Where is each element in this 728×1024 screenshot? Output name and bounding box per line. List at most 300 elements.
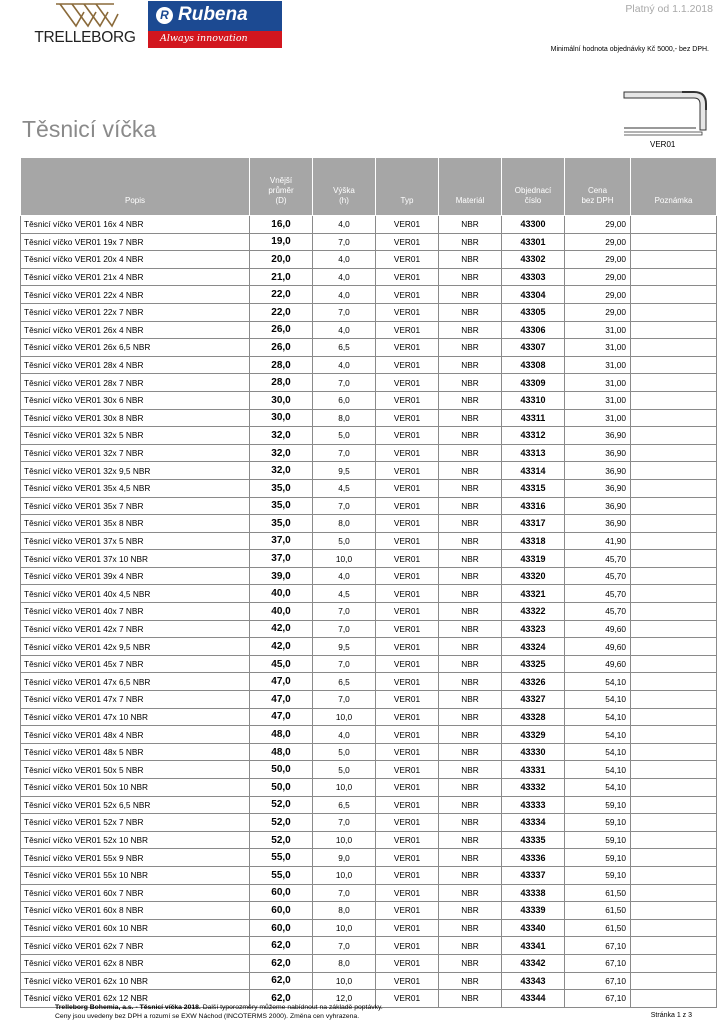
cell-vyska: 4,0 <box>313 216 376 234</box>
cell-popis: Těsnicí víčko VER01 35x 7 NBR <box>21 497 250 515</box>
table-row <box>21 216 717 234</box>
cell-poznamka <box>631 462 717 480</box>
cell-vyska: 8,0 <box>313 902 376 920</box>
cell-prumer: 50,0 <box>250 761 313 779</box>
cell-popis: Těsnicí víčko VER01 62x 12 NBR <box>21 990 250 1008</box>
cell-material: NBR <box>439 356 502 374</box>
cell-popis: Těsnicí víčko VER01 20x 4 NBR <box>21 251 250 269</box>
cell-cena: 54,10 <box>565 726 631 744</box>
cell-cena: 36,90 <box>565 444 631 462</box>
cell-cislo: 43310 <box>502 391 565 409</box>
table-row <box>21 303 717 321</box>
table-row <box>21 743 717 761</box>
cell-poznamka <box>631 251 717 269</box>
rubena-logo <box>148 1 282 48</box>
table-row <box>21 761 717 779</box>
cell-popis: Těsnicí víčko VER01 47x 7 NBR <box>21 691 250 709</box>
cell-prumer: 50,0 <box>250 779 313 797</box>
cell-material: NBR <box>439 585 502 603</box>
cell-material: NBR <box>439 216 502 234</box>
cell-vyska: 7,0 <box>313 603 376 621</box>
cell-poznamka <box>631 567 717 585</box>
cell-prumer: 48,0 <box>250 726 313 744</box>
cell-poznamka <box>631 743 717 761</box>
cell-cislo: 43303 <box>502 268 565 286</box>
rubena-r-icon: R <box>156 7 173 24</box>
cell-prumer: 32,0 <box>250 444 313 462</box>
cell-cislo: 43312 <box>502 427 565 445</box>
table-row <box>21 567 717 585</box>
cell-vyska: 4,0 <box>313 726 376 744</box>
cell-prumer: 60,0 <box>250 919 313 937</box>
cell-cislo: 43319 <box>502 550 565 568</box>
cell-cislo: 43309 <box>502 374 565 392</box>
cell-cena: 67,10 <box>565 954 631 972</box>
cell-typ: VER01 <box>376 216 439 234</box>
cell-popis: Těsnicí víčko VER01 32x 9,5 NBR <box>21 462 250 480</box>
cell-cena: 31,00 <box>565 391 631 409</box>
cell-cena: 54,10 <box>565 691 631 709</box>
cell-prumer: 16,0 <box>250 216 313 234</box>
cell-prumer: 30,0 <box>250 391 313 409</box>
cell-popis: Těsnicí víčko VER01 32x 7 NBR <box>21 444 250 462</box>
cell-material: NBR <box>439 884 502 902</box>
cell-prumer: 47,0 <box>250 673 313 691</box>
cell-cislo: 43342 <box>502 954 565 972</box>
cell-cena: 61,50 <box>565 902 631 920</box>
cell-prumer: 28,0 <box>250 356 313 374</box>
cell-cena: 36,90 <box>565 479 631 497</box>
cell-poznamka <box>631 603 717 621</box>
table-row <box>21 937 717 955</box>
cell-material: NBR <box>439 708 502 726</box>
table-row <box>21 691 717 709</box>
cell-cena: 59,10 <box>565 849 631 867</box>
cell-vyska: 10,0 <box>313 708 376 726</box>
cell-popis: Těsnicí víčko VER01 42x 7 NBR <box>21 620 250 638</box>
cell-typ: VER01 <box>376 866 439 884</box>
cell-poznamka <box>631 321 717 339</box>
cell-cislo: 43325 <box>502 655 565 673</box>
cell-typ: VER01 <box>376 515 439 533</box>
price-table <box>20 157 717 1008</box>
table-row <box>21 479 717 497</box>
cell-cislo: 43330 <box>502 743 565 761</box>
cell-prumer: 47,0 <box>250 708 313 726</box>
valid-from: Platný od 1.1.2018 <box>625 3 713 15</box>
cell-cena: 29,00 <box>565 216 631 234</box>
cell-cislo: 43324 <box>502 638 565 656</box>
cell-cena: 29,00 <box>565 233 631 251</box>
cell-cislo: 43328 <box>502 708 565 726</box>
cell-poznamka <box>631 849 717 867</box>
cell-vyska: 5,0 <box>313 743 376 761</box>
cell-material: NBR <box>439 954 502 972</box>
cell-cena: 61,50 <box>565 919 631 937</box>
cell-prumer: 19,0 <box>250 233 313 251</box>
cell-typ: VER01 <box>376 990 439 1008</box>
cell-prumer: 55,0 <box>250 849 313 867</box>
cell-prumer: 21,0 <box>250 268 313 286</box>
cell-popis: Těsnicí víčko VER01 55x 9 NBR <box>21 849 250 867</box>
cell-cislo: 43311 <box>502 409 565 427</box>
cell-typ: VER01 <box>376 673 439 691</box>
cell-cislo: 43334 <box>502 814 565 832</box>
cell-typ: VER01 <box>376 954 439 972</box>
cell-vyska: 10,0 <box>313 831 376 849</box>
cell-poznamka <box>631 585 717 603</box>
table-row <box>21 814 717 832</box>
cell-cena: 36,90 <box>565 497 631 515</box>
cell-prumer: 20,0 <box>250 251 313 269</box>
cell-prumer: 37,0 <box>250 532 313 550</box>
cell-material: NBR <box>439 567 502 585</box>
cell-cena: 67,10 <box>565 972 631 990</box>
cell-cena: 31,00 <box>565 339 631 357</box>
cell-material: NBR <box>439 972 502 990</box>
cell-cena: 45,70 <box>565 585 631 603</box>
cell-typ: VER01 <box>376 479 439 497</box>
header-poznamka: Poznámka <box>631 158 717 216</box>
cell-material: NBR <box>439 427 502 445</box>
cell-poznamka <box>631 497 717 515</box>
cell-vyska: 10,0 <box>313 972 376 990</box>
cell-prumer: 52,0 <box>250 831 313 849</box>
cell-cena: 36,90 <box>565 427 631 445</box>
cell-typ: VER01 <box>376 497 439 515</box>
cell-cena: 31,00 <box>565 321 631 339</box>
cell-cislo: 43320 <box>502 567 565 585</box>
cell-cislo: 43318 <box>502 532 565 550</box>
cell-material: NBR <box>439 409 502 427</box>
table-row <box>21 409 717 427</box>
cell-material: NBR <box>439 374 502 392</box>
cell-vyska: 8,0 <box>313 409 376 427</box>
cell-popis: Těsnicí víčko VER01 47x 6,5 NBR <box>21 673 250 691</box>
cell-poznamka <box>631 532 717 550</box>
cell-material: NBR <box>439 268 502 286</box>
cell-poznamka <box>631 374 717 392</box>
cell-typ: VER01 <box>376 303 439 321</box>
cell-cena: 49,60 <box>565 655 631 673</box>
cell-poznamka <box>631 708 717 726</box>
table-row <box>21 321 717 339</box>
cell-cislo: 43336 <box>502 849 565 867</box>
table-row <box>21 655 717 673</box>
cell-material: NBR <box>439 990 502 1008</box>
cell-typ: VER01 <box>376 691 439 709</box>
table-row <box>21 585 717 603</box>
cell-typ: VER01 <box>376 937 439 955</box>
cell-poznamka <box>631 339 717 357</box>
cell-poznamka <box>631 937 717 955</box>
cell-cislo: 43305 <box>502 303 565 321</box>
cell-cislo: 43329 <box>502 726 565 744</box>
cell-poznamka <box>631 303 717 321</box>
cell-material: NBR <box>439 726 502 744</box>
cell-typ: VER01 <box>376 831 439 849</box>
cell-poznamka <box>631 216 717 234</box>
cell-prumer: 40,0 <box>250 585 313 603</box>
cell-vyska: 7,0 <box>313 233 376 251</box>
cell-popis: Těsnicí víčko VER01 50x 5 NBR <box>21 761 250 779</box>
cell-material: NBR <box>439 849 502 867</box>
cell-vyska: 4,0 <box>313 321 376 339</box>
cell-poznamka <box>631 902 717 920</box>
cell-cislo: 43340 <box>502 919 565 937</box>
cell-popis: Těsnicí víčko VER01 60x 10 NBR <box>21 919 250 937</box>
cell-cena: 59,10 <box>565 814 631 832</box>
cell-cena: 31,00 <box>565 356 631 374</box>
table-row <box>21 550 717 568</box>
cell-typ: VER01 <box>376 550 439 568</box>
cell-cislo: 43341 <box>502 937 565 955</box>
cell-cislo: 43322 <box>502 603 565 621</box>
cell-poznamka <box>631 779 717 797</box>
table-row <box>21 796 717 814</box>
cell-prumer: 26,0 <box>250 339 313 357</box>
rubena-wordmark: Rubena <box>178 4 248 25</box>
cell-vyska: 5,0 <box>313 532 376 550</box>
cell-typ: VER01 <box>376 462 439 480</box>
cell-vyska: 4,5 <box>313 585 376 603</box>
cell-popis: Těsnicí víčko VER01 52x 10 NBR <box>21 831 250 849</box>
cell-cislo: 43302 <box>502 251 565 269</box>
footer-line1: Další typorozměry můžeme nabídnout na základě poptávky. <box>200 1004 383 1011</box>
cell-typ: VER01 <box>376 726 439 744</box>
table-row <box>21 356 717 374</box>
cell-typ: VER01 <box>376 603 439 621</box>
cell-material: NBR <box>439 515 502 533</box>
cell-cena: 41,90 <box>565 532 631 550</box>
cell-prumer: 47,0 <box>250 691 313 709</box>
cell-popis: Těsnicí víčko VER01 28x 7 NBR <box>21 374 250 392</box>
cell-popis: Těsnicí víčko VER01 21x 4 NBR <box>21 268 250 286</box>
cell-typ: VER01 <box>376 585 439 603</box>
cell-typ: VER01 <box>376 972 439 990</box>
cell-poznamka <box>631 620 717 638</box>
cell-typ: VER01 <box>376 251 439 269</box>
table-row <box>21 515 717 533</box>
trelleborg-logo <box>26 2 144 48</box>
cell-cena: 29,00 <box>565 286 631 304</box>
cell-typ: VER01 <box>376 743 439 761</box>
cell-cislo: 43332 <box>502 779 565 797</box>
cell-cena: 54,10 <box>565 779 631 797</box>
cell-vyska: 7,0 <box>313 655 376 673</box>
cell-material: NBR <box>439 233 502 251</box>
cell-popis: Těsnicí víčko VER01 30x 6 NBR <box>21 391 250 409</box>
cell-typ: VER01 <box>376 444 439 462</box>
cell-poznamka <box>631 726 717 744</box>
cell-prumer: 35,0 <box>250 497 313 515</box>
cell-material: NBR <box>439 251 502 269</box>
cell-prumer: 22,0 <box>250 303 313 321</box>
cell-cena: 36,90 <box>565 462 631 480</box>
cell-typ: VER01 <box>376 761 439 779</box>
cell-material: NBR <box>439 814 502 832</box>
cell-popis: Těsnicí víčko VER01 60x 8 NBR <box>21 902 250 920</box>
cell-typ: VER01 <box>376 620 439 638</box>
table-row <box>21 849 717 867</box>
cell-cena: 31,00 <box>565 409 631 427</box>
cell-prumer: 35,0 <box>250 479 313 497</box>
cell-cena: 54,10 <box>565 761 631 779</box>
cell-popis: Těsnicí víčko VER01 39x 4 NBR <box>21 567 250 585</box>
cell-material: NBR <box>439 743 502 761</box>
cell-popis: Těsnicí víčko VER01 32x 5 NBR <box>21 427 250 445</box>
cell-popis: Těsnicí víčko VER01 37x 5 NBR <box>21 532 250 550</box>
cell-prumer: 60,0 <box>250 884 313 902</box>
cell-material: NBR <box>439 550 502 568</box>
cell-cena: 31,00 <box>565 374 631 392</box>
cell-popis: Těsnicí víčko VER01 30x 8 NBR <box>21 409 250 427</box>
table-row <box>21 866 717 884</box>
cell-cislo: 43304 <box>502 286 565 304</box>
cell-vyska: 8,0 <box>313 954 376 972</box>
table-row <box>21 391 717 409</box>
cell-cena: 29,00 <box>565 268 631 286</box>
cell-cena: 54,10 <box>565 673 631 691</box>
cell-cena: 67,10 <box>565 937 631 955</box>
cell-cena: 54,10 <box>565 743 631 761</box>
cell-material: NBR <box>439 866 502 884</box>
cell-material: NBR <box>439 497 502 515</box>
cell-prumer: 35,0 <box>250 515 313 533</box>
table-row <box>21 268 717 286</box>
cell-cislo: 43343 <box>502 972 565 990</box>
table-row <box>21 532 717 550</box>
cell-material: NBR <box>439 919 502 937</box>
cell-typ: VER01 <box>376 708 439 726</box>
cell-material: NBR <box>439 691 502 709</box>
cell-material: NBR <box>439 673 502 691</box>
diagram-label: VER01 <box>650 140 676 149</box>
cell-prumer: 62,0 <box>250 954 313 972</box>
cell-material: NBR <box>439 638 502 656</box>
cell-cislo: 43317 <box>502 515 565 533</box>
cell-vyska: 9,0 <box>313 849 376 867</box>
cell-prumer: 62,0 <box>250 972 313 990</box>
cell-vyska: 7,0 <box>313 497 376 515</box>
cell-prumer: 37,0 <box>250 550 313 568</box>
cell-vyska: 10,0 <box>313 779 376 797</box>
table-row <box>21 673 717 691</box>
cell-typ: VER01 <box>376 427 439 445</box>
cell-prumer: 60,0 <box>250 902 313 920</box>
cell-popis: Těsnicí víčko VER01 62x 8 NBR <box>21 954 250 972</box>
cell-material: NBR <box>439 761 502 779</box>
cell-cislo: 43306 <box>502 321 565 339</box>
cell-cislo: 43314 <box>502 462 565 480</box>
cell-popis: Těsnicí víčko VER01 26x 4 NBR <box>21 321 250 339</box>
table-row <box>21 339 717 357</box>
cell-material: NBR <box>439 902 502 920</box>
cell-poznamka <box>631 286 717 304</box>
cell-poznamka <box>631 356 717 374</box>
cell-cena: 49,60 <box>565 620 631 638</box>
cell-popis: Těsnicí víčko VER01 19x 7 NBR <box>21 233 250 251</box>
cell-popis: Těsnicí víčko VER01 40x 4,5 NBR <box>21 585 250 603</box>
table-row <box>21 902 717 920</box>
table-row <box>21 779 717 797</box>
table-row <box>21 708 717 726</box>
cell-prumer: 55,0 <box>250 866 313 884</box>
cell-cislo: 43308 <box>502 356 565 374</box>
cell-poznamka <box>631 691 717 709</box>
cell-cislo: 43333 <box>502 796 565 814</box>
cell-popis: Těsnicí víčko VER01 55x 10 NBR <box>21 866 250 884</box>
cell-cena: 45,70 <box>565 603 631 621</box>
cell-cena: 29,00 <box>565 251 631 269</box>
cell-vyska: 4,0 <box>313 567 376 585</box>
table-row <box>21 251 717 269</box>
cell-material: NBR <box>439 655 502 673</box>
cell-popis: Těsnicí víčko VER01 47x 10 NBR <box>21 708 250 726</box>
cell-cislo: 43344 <box>502 990 565 1008</box>
header-prumer: Vnější průměr (D) <box>250 158 313 216</box>
cell-cena: 45,70 <box>565 567 631 585</box>
cell-material: NBR <box>439 339 502 357</box>
cell-popis: Těsnicí víčko VER01 26x 6,5 NBR <box>21 339 250 357</box>
cell-poznamka <box>631 866 717 884</box>
cell-prumer: 45,0 <box>250 655 313 673</box>
min-order-note: Minimální hodnota objednávky Kč 5000,- bez DPH. <box>550 46 709 53</box>
cell-vyska: 6,5 <box>313 796 376 814</box>
cell-vyska: 4,5 <box>313 479 376 497</box>
cell-typ: VER01 <box>376 356 439 374</box>
cell-poznamka <box>631 673 717 691</box>
table-body <box>21 216 717 1008</box>
table-row <box>21 919 717 937</box>
cell-typ: VER01 <box>376 849 439 867</box>
cell-prumer: 42,0 <box>250 620 313 638</box>
cell-popis: Těsnicí víčko VER01 48x 5 NBR <box>21 743 250 761</box>
cell-popis: Těsnicí víčko VER01 52x 6,5 NBR <box>21 796 250 814</box>
cell-typ: VER01 <box>376 884 439 902</box>
cell-prumer: 28,0 <box>250 374 313 392</box>
cell-prumer: 52,0 <box>250 814 313 832</box>
cell-vyska: 4,0 <box>313 286 376 304</box>
cell-popis: Těsnicí víčko VER01 35x 4,5 NBR <box>21 479 250 497</box>
page-title: Těsnicí víčka <box>22 116 157 142</box>
cell-prumer: 62,0 <box>250 937 313 955</box>
cell-typ: VER01 <box>376 268 439 286</box>
cell-prumer: 42,0 <box>250 638 313 656</box>
cell-material: NBR <box>439 603 502 621</box>
cell-material: NBR <box>439 937 502 955</box>
cell-cena: 36,90 <box>565 515 631 533</box>
table-header-row <box>21 158 717 216</box>
cell-cislo: 43315 <box>502 479 565 497</box>
cell-material: NBR <box>439 479 502 497</box>
page-number: Stránka 1 z 3 <box>650 1012 692 1019</box>
cell-cena: 59,10 <box>565 796 631 814</box>
table-row <box>21 954 717 972</box>
cell-poznamka <box>631 761 717 779</box>
cell-material: NBR <box>439 831 502 849</box>
cell-material: NBR <box>439 532 502 550</box>
cell-material: NBR <box>439 303 502 321</box>
cell-vyska: 7,0 <box>313 620 376 638</box>
cell-popis: Těsnicí víčko VER01 37x 10 NBR <box>21 550 250 568</box>
cell-vyska: 7,0 <box>313 937 376 955</box>
cell-vyska: 7,0 <box>313 814 376 832</box>
cell-cena: 45,70 <box>565 550 631 568</box>
cell-cena: 49,60 <box>565 638 631 656</box>
cell-vyska: 9,5 <box>313 638 376 656</box>
cell-popis: Těsnicí víčko VER01 60x 7 NBR <box>21 884 250 902</box>
